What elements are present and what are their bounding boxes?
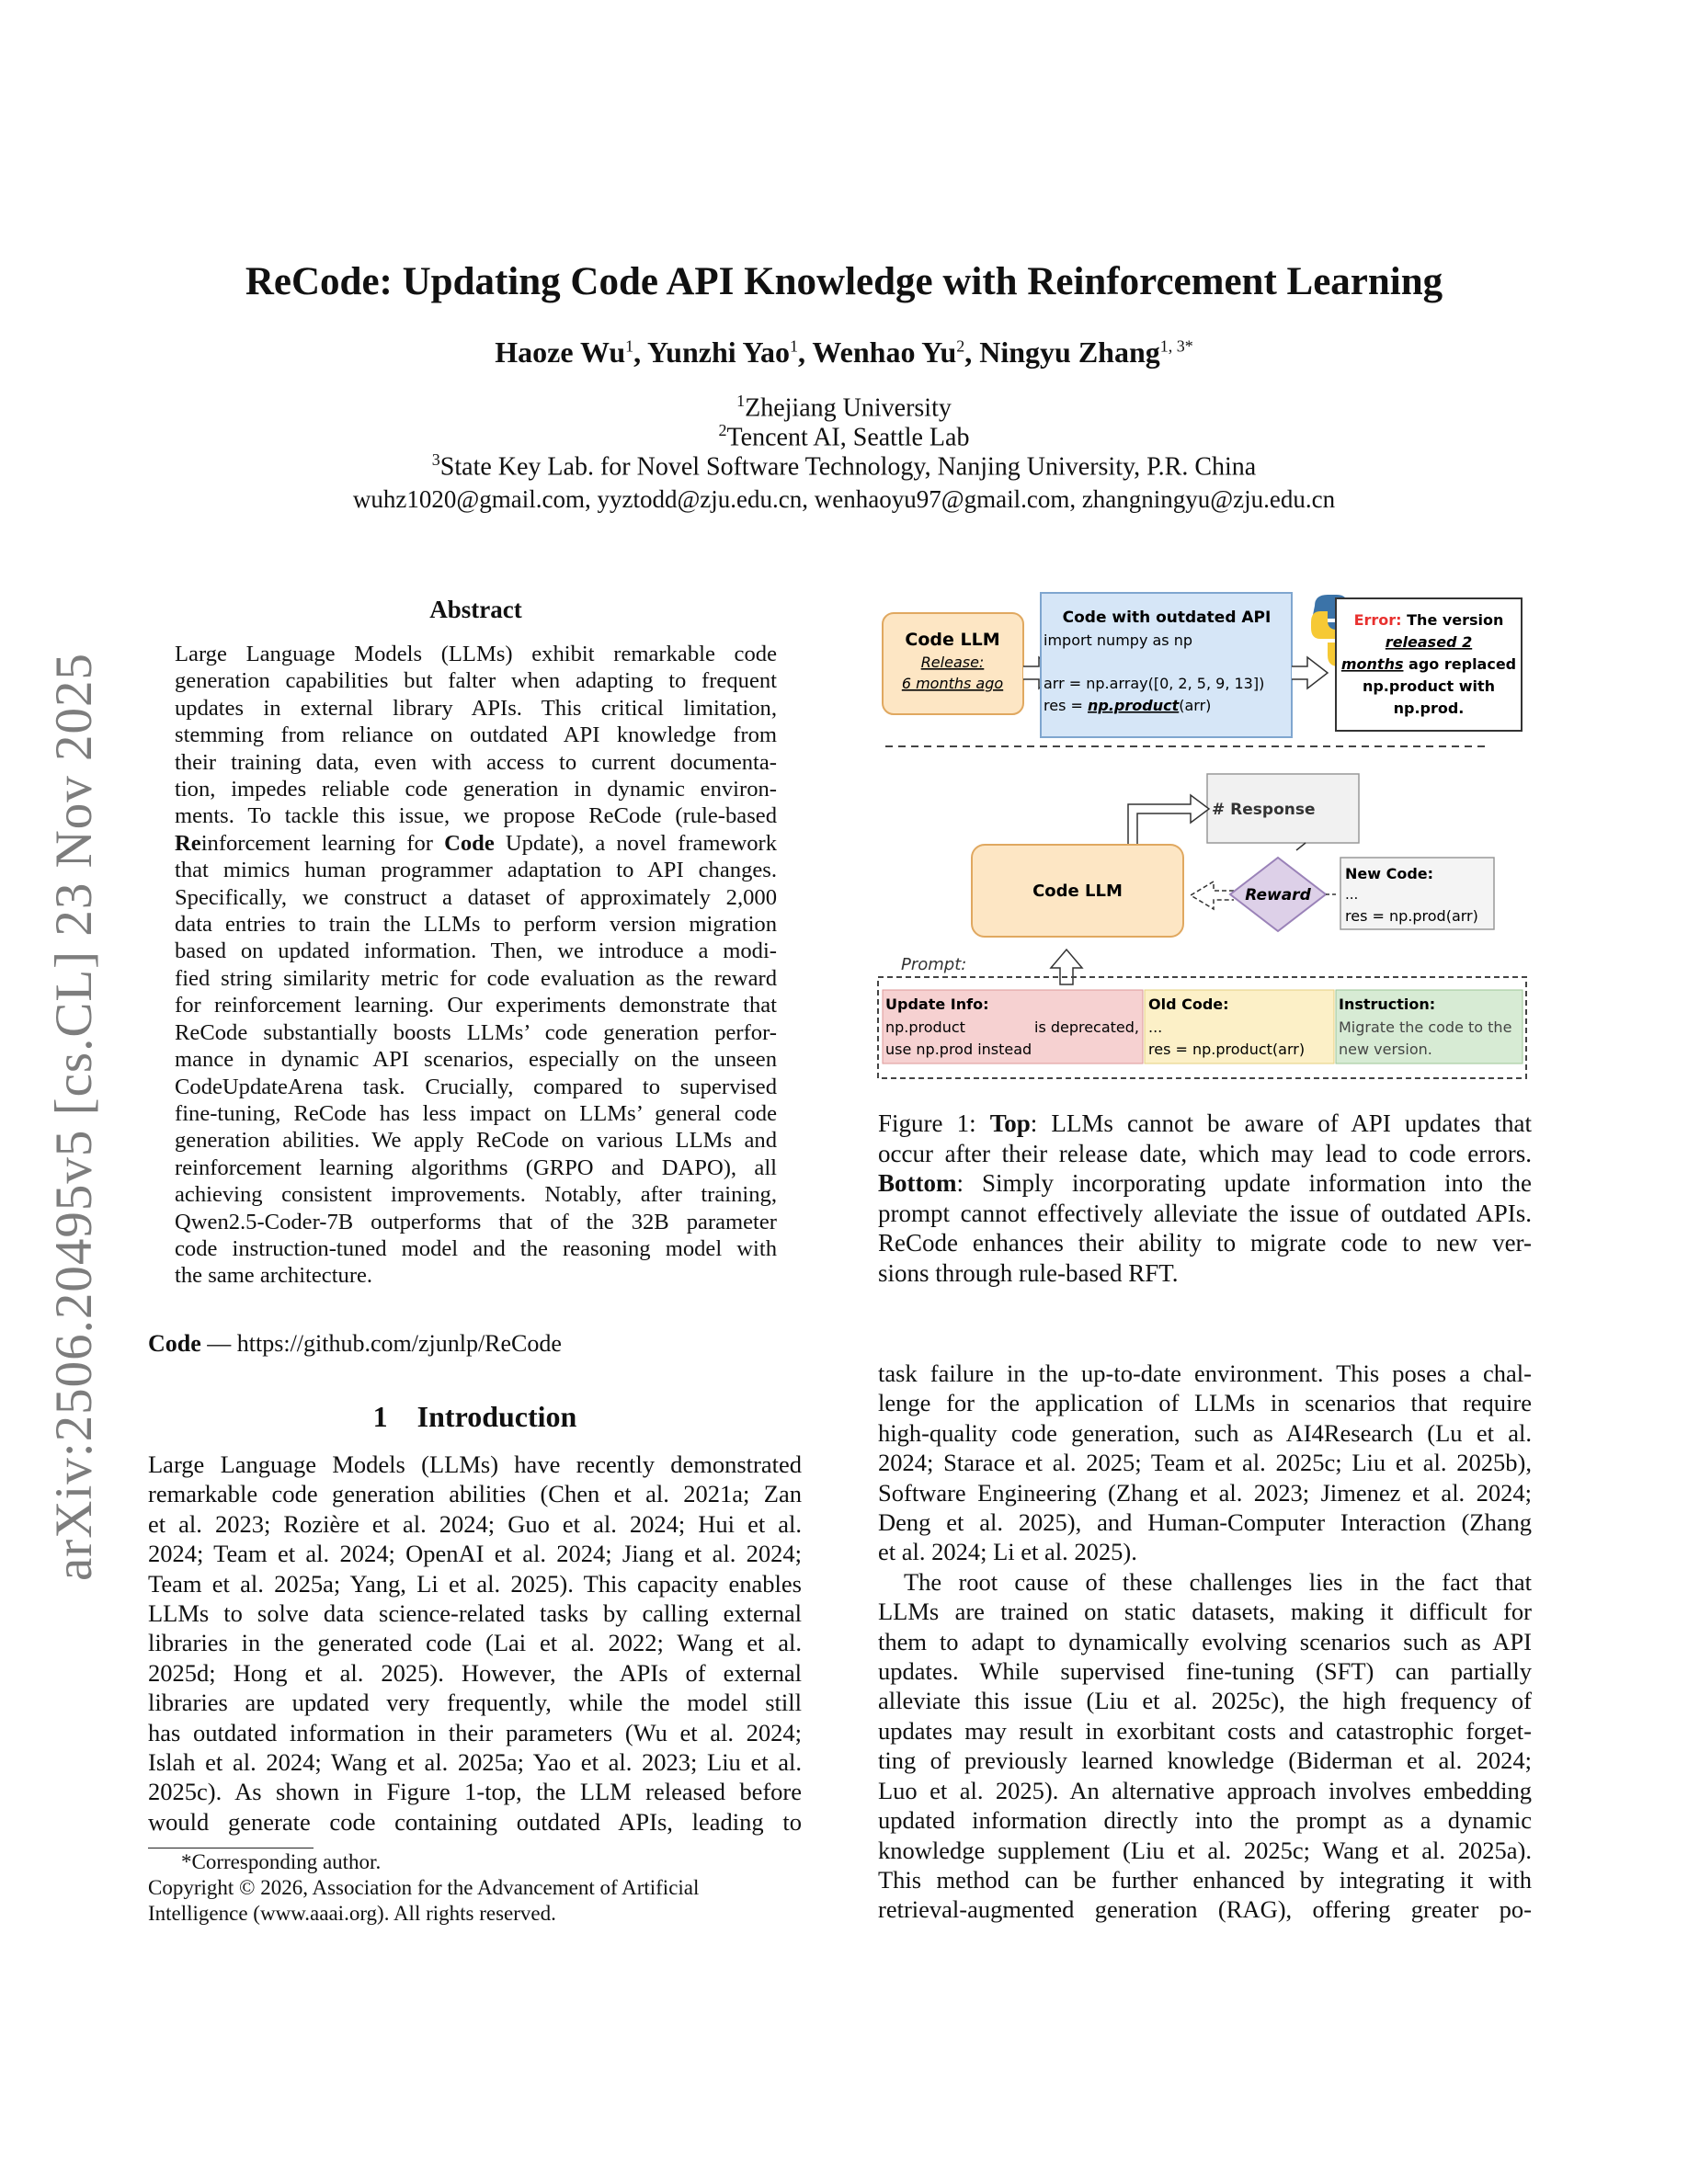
update-line: use np.prod instead — [885, 1041, 1032, 1058]
code-span-highlight: np.product — [1087, 697, 1180, 714]
text-line: LLMs are trained on static datasets, making it difficult for — [878, 1598, 1532, 1626]
code-llm-title: Code LLM — [905, 630, 1000, 650]
author-sup: 1 — [625, 336, 634, 356]
footnote-corresponding: *Corresponding author. — [181, 1850, 382, 1873]
text-line: remarkable code generation abilities (Chen et al. 2021a; Zan — [148, 1480, 802, 1508]
code-link-sep: — — [200, 1330, 237, 1357]
author-sup: 1 — [790, 336, 798, 356]
section-title: Introduction — [416, 1400, 577, 1433]
text-line: would generate code containing outdated APIs, leading to — [148, 1807, 802, 1836]
update-title: Update Info: — [885, 995, 989, 1013]
caption-bold: Bottom — [878, 1169, 957, 1197]
abstract-line: ReCode substantially boosts LLMs’ code generation perfor- — [175, 1019, 777, 1045]
abstract-line: stemming from reliance on outdated API knowledge from — [175, 722, 777, 748]
text-line: Luo et al. 2025). An alternative approach involves embedding — [878, 1776, 1532, 1804]
new-code-line: res = np.prod(arr) — [1345, 907, 1478, 925]
arrow-up-icon — [1051, 950, 1082, 984]
code-line — [1044, 697, 1211, 714]
abstract-line: achieving consistent improvements. Notably, after training, — [175, 1182, 777, 1208]
abstract-line: fine-tuning, ReCode has less impact on LLMs’ general code — [175, 1100, 777, 1126]
text-line: 2025c). As shown in Figure 1-top, the LLM released before — [148, 1778, 802, 1806]
abstract-line: their training data, even with access to current documenta- — [175, 749, 777, 775]
footnotes — [148, 1849, 802, 1927]
intro-paragraph — [148, 1450, 802, 1837]
text-line: Large Language Models (LLMs) have recently demonstrated — [148, 1450, 802, 1478]
caption-bold: Top — [989, 1109, 1031, 1137]
text-line: high-quality code generation, such as AI4Research (Lu et al. — [878, 1418, 1532, 1447]
error-line: np.product with — [1362, 677, 1496, 695]
abstract-line: mance in dynamic API scenarios, especially on the unseen — [175, 1047, 777, 1073]
caption-line: sions through rule-based RFT. — [878, 1258, 1179, 1287]
figure-1-diagram — [869, 584, 1540, 1094]
text-line: This method can be further enhanced by integrating it with — [878, 1865, 1532, 1894]
arrow-icon — [1128, 795, 1209, 845]
right-column-text — [878, 1359, 1532, 1925]
error-line: np.prod. — [1393, 700, 1465, 717]
abstract-line: that mimics human programmer adaptation to API changes. — [175, 858, 777, 883]
section-number: 1 — [372, 1400, 388, 1433]
text-line: them to adapt to dynamically evolving scenarios such as API — [878, 1627, 1532, 1655]
code-line: import numpy as np — [1044, 631, 1193, 649]
abstract-line: Qwen2.5-Coder-7B outperforms that of the 32B parameter — [175, 1209, 777, 1234]
text-line: The root cause of these challenges lies in the fact that — [904, 1567, 1532, 1596]
abstract-line: reinforcement learning algorithms (GRPO and DAPO), all — [175, 1155, 777, 1180]
error-line — [1341, 655, 1516, 673]
prompt-label: Prompt: — [901, 955, 967, 974]
abstract-line: ments. To tackle this issue, we propose ReCode (rule-based — [175, 803, 777, 829]
abstract-line: based on updated information. Then, we introduce a modi- — [175, 938, 777, 964]
outdated-title: Code with outdated API — [1062, 609, 1272, 627]
caption-line — [878, 1168, 1532, 1199]
text-line: et al. 2024; Li et al. 2025). — [878, 1538, 1137, 1566]
old-code-title: Old Code: — [1148, 995, 1229, 1013]
footnote-copyright: Intelligence (www.aaai.org). All rights reserved. — [148, 1902, 556, 1925]
caption-line: ReCode enhances their ability to migrate code to new ver- — [878, 1229, 1532, 1257]
author-list: Haoze Wu$^1$, Yunzhi Yao$^1$, Wenhao Yu$^2$, Ningyu Zhang$^{1, 3*}$ — [495, 336, 1193, 369]
abstract-line: Specifically, we construct a dataset of approximately 2,000 — [175, 884, 777, 910]
code-link-label: Code — [148, 1330, 201, 1357]
abstract-line: data entries to train the LLMs to perform version migration — [175, 912, 777, 938]
aff-name: State Key Lab. for Novel Software Technology, Nanjing University, P.R. China — [439, 452, 1257, 482]
error-text: months — [1340, 655, 1404, 673]
update-line: np.product — [885, 1018, 965, 1036]
text-line: updated information directly into the prompt as a dynamic — [878, 1806, 1532, 1835]
new-code-line: ... — [1345, 886, 1359, 903]
footnote-copyright: Copyright © 2026, Association for the Advancement of Artificial — [148, 1876, 700, 1899]
caption-fig-label: Figure 1: — [878, 1109, 990, 1137]
error-text: The version — [1401, 611, 1504, 629]
code-llm-bottom-label: Code LLM — [1032, 882, 1123, 901]
text-line: 2024; Starace et al. 2025; Team et al. 2025c; Liu et al. 2025b), — [878, 1449, 1532, 1477]
bold-span: Code — [444, 830, 495, 856]
abstract-line: fied string similarity metric for code evaluation as the reward — [175, 965, 777, 991]
abstract-line: the same architecture. — [175, 1263, 373, 1289]
abstract-line: generation capabilities but falter when adapting to frequent — [175, 668, 777, 694]
text-line: Deng et al. 2025), and Human-Computer Interaction (Zhang — [878, 1508, 1532, 1537]
affiliation — [0, 445, 1688, 482]
text-line: task failure in the up-to-date environment. This poses a chal- — [878, 1359, 1532, 1387]
figure-1-caption — [878, 1109, 1532, 1288]
bold-span: Re — [175, 830, 201, 856]
abstract-line: code instruction-tuned model and the reasoning model with — [175, 1235, 777, 1261]
update-line: is — [1034, 1018, 1046, 1036]
author-name: Ningyu Zhang — [979, 336, 1160, 369]
response-label: # Response — [1212, 801, 1316, 819]
arrow-icon — [1292, 657, 1328, 688]
abstract-line: generation abilities. We apply ReCode on various LLMs and — [175, 1128, 777, 1154]
code-link-line — [148, 1330, 562, 1358]
text-line: 2025d; Hong et al. 2025). However, the APIs of external — [148, 1658, 802, 1687]
author-sup: 2 — [956, 336, 965, 356]
text-line: knowledge supplement (Liu et al. 2025c; Wang et al. 2025a). — [878, 1836, 1532, 1864]
section-heading-introduction — [148, 1400, 802, 1434]
caption-line: prompt cannot effectively alleviate the issue of outdated APIs. — [878, 1199, 1532, 1227]
author-sup: 1, 3* — [1159, 336, 1193, 356]
connector-line — [1296, 843, 1306, 850]
abstract-line: updates in external library APIs. This critical limitation, — [175, 695, 777, 721]
abstract-line: for reinforcement learning. Our experiments demonstrate that — [175, 993, 777, 1018]
new-code-title: New Code: — [1345, 865, 1434, 882]
aff-sup: 1 — [736, 392, 746, 410]
update-line: deprecated, — [1050, 1018, 1139, 1036]
aff-sup: 3 — [431, 450, 440, 469]
old-code-line: ... — [1148, 1018, 1163, 1036]
aff-name: Tencent AI, Seattle Lab — [726, 423, 970, 452]
text-span: inforcement learning for — [200, 830, 445, 856]
text-line: updates. While supervised fine-tuning (SFT) can partially — [878, 1657, 1532, 1686]
author-name: Haoze Wu — [495, 336, 626, 369]
author-emails: wuhz1020@gmail.com, yyztodd@zju.edu.cn, wenhaoyu97@gmail.com, zhangningyu@zju.edu.cn — [352, 485, 1336, 513]
text-span: Update), a novel framework — [494, 830, 777, 856]
text-line: et al. 2023; Rozière et al. 2024; Guo et al. 2024; Hui et al. — [148, 1509, 802, 1538]
text-line: Islah et al. 2024; Wang et al. 2025a; Yao et al. 2023; Liu et al. — [148, 1748, 802, 1777]
abstract-heading: Abstract — [429, 596, 522, 623]
abstract-body — [175, 641, 777, 1290]
caption-text: : LLMs cannot be aware of API updates that — [1030, 1109, 1532, 1137]
abstract-line: Large Language Models (LLMs) exhibit remarkable code — [175, 642, 777, 666]
text-line: Team et al. 2025a; Yang, Li et al. 2025). This capacity enables — [148, 1569, 802, 1598]
text-line: Software Engineering (Zhang et al. 2023; Jimenez et al. 2024; — [878, 1478, 1532, 1507]
error-line — [1354, 611, 1504, 629]
text-line: libraries are updated very frequently, while the model still — [148, 1689, 802, 1717]
paper-title: ReCode: Updating Code API Knowledge with Reinforcement Learning — [245, 260, 1443, 303]
code-line: arr = np.array([0, 2, 5, 9, 13]) — [1044, 675, 1265, 692]
error-text: ago replaced — [1403, 655, 1517, 673]
text-line: 2024; Team et al. 2024; OpenAI et al. 2024; Jiang et al. 2024; — [148, 1540, 802, 1568]
caption-text: : Simply incorporating update information into the — [956, 1169, 1532, 1197]
text-line: libraries in the generated code (Lai et al. 2022; Wang et al. — [148, 1629, 802, 1657]
code-link-url[interactable]: https://github.com/zjunlp/ReCode — [236, 1330, 562, 1357]
text-line: lenge for the application of LLMs in scenarios that require — [878, 1389, 1532, 1417]
text-line: updates may result in exorbitant costs and catastrophic forget- — [878, 1716, 1532, 1745]
code-span: (arr) — [1179, 697, 1212, 714]
instruction-line: Migrate the code to the — [1339, 1018, 1512, 1036]
code-span: res = — [1044, 697, 1088, 714]
author-name: Wenhao Yu — [812, 336, 957, 369]
author-name: Yunzhi Yao — [646, 336, 790, 369]
text-line: has outdated information in their parameters (Wu et al. 2024; — [148, 1718, 802, 1746]
text-line: LLMs to solve data science-related tasks by calling external — [148, 1599, 802, 1628]
abstract-line — [175, 830, 777, 857]
instruction-title: Instruction: — [1339, 995, 1436, 1013]
aff-sup: 2 — [718, 421, 727, 439]
text-line: retrieval-augmented generation (RAG), offering greater po- — [878, 1895, 1532, 1924]
error-label: Error: — [1353, 611, 1402, 629]
arrow-icon — [1191, 882, 1234, 909]
release-value: 6 months ago — [901, 675, 1004, 692]
arxiv-sidebar-stamp: arXiv:2506.20495v5 [cs.CL] 23 Nov 2025 — [45, 652, 103, 1581]
release-label: Release: — [920, 654, 985, 671]
aff-name: Zhejiang University — [745, 393, 952, 423]
old-code-line: res = np.product(arr) — [1148, 1041, 1306, 1058]
caption-line: occur after their release date, which may lead to code errors. — [878, 1139, 1532, 1167]
abstract-line: CodeUpdateArena task. Crucially, compared to supervised — [175, 1074, 777, 1099]
error-line: released 2 — [1385, 633, 1473, 651]
instruction-line: new version. — [1339, 1041, 1432, 1058]
caption-line — [878, 1109, 1532, 1139]
text-line: ting of previously learned knowledge (Biderman et al. 2024; — [878, 1746, 1532, 1775]
abstract-line: tion, impedes reliable code generation in dynamic environ- — [175, 777, 777, 802]
text-line: alleviate this issue (Liu et al. 2025c), the high frequency of — [878, 1687, 1532, 1715]
reward-label: Reward — [1245, 886, 1311, 904]
